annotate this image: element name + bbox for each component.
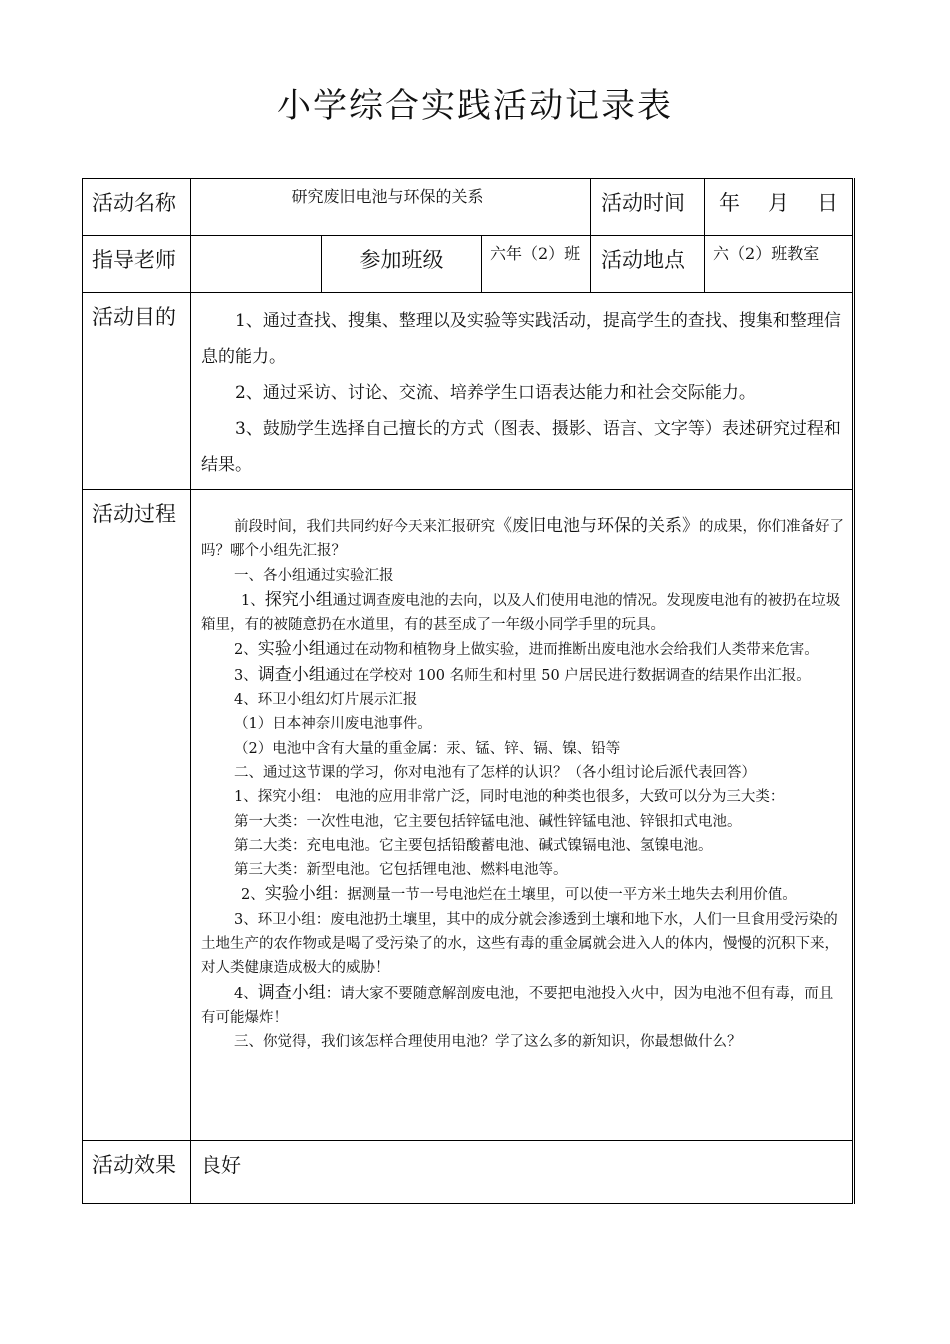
label-process: 活动过程 — [83, 490, 191, 1141]
value-activity-name: 研究废旧电池与环保的关系 — [191, 179, 591, 236]
process-category: 第二大类：充电电池。它主要包括铅酸蓄电池、碱式镍镉电池、氢镍电池。 — [234, 837, 713, 854]
date-day: 日 — [817, 191, 839, 215]
process-category: 第一大类：一次性电池，它主要包括锌锰电池、碱性锌锰电池、锌银扣式电池。 — [234, 813, 742, 830]
label-teacher: 指导老师 — [83, 236, 191, 293]
label-activity-name: 活动名称 — [83, 179, 191, 236]
process-intro: 前段时间，我们共同约好今天来汇报研究《废旧电池与环保的关系》的成果，你们准备好了吗？哪个小组先汇报？ — [201, 516, 844, 560]
process-answer: 1、探究小组： 电池的应用非常广泛，同时电池的种类也很多，大致可以分为三大类： — [234, 789, 785, 806]
purpose-content — [191, 293, 854, 490]
page-title: 小学综合实践活动记录表 — [277, 86, 673, 126]
process-sub-item: （1）日本神奈川废电池事件。 — [234, 716, 432, 733]
process-section-heading: 三、你觉得，我们该怎样合理使用电池？学了这么多的新知识，你最想做什么？ — [234, 1034, 742, 1051]
process-report: 2、实验小组通过在动物和植物身上做实验，进而推断出废电池水会给我们人类带来危害。 — [234, 639, 819, 660]
purpose-item: 2、通过采访、讨论、交流、培养学生口语表达能力和社会交际能力。 — [235, 383, 756, 403]
process-category: 第三大类：新型电池。它包括锂电池、燃料电池等。 — [234, 862, 568, 879]
date-year: 年 — [719, 191, 741, 215]
label-purpose: 活动目的 — [83, 293, 191, 490]
process-report: 1、探究小组通过调查废电池的去向，以及人们使用电池的情况。发现废电池有的被扔在垃圾箱里，有的被随意扔在水道里，有的甚至成了一年级小同学手里的玩具。 — [201, 589, 841, 634]
process-answer: 3、环卫小组：废电池扔土壤里，其中的成分就会渗透到土壤和地下水，人们一旦食用受污染的土地生产的农作物或是喝了受污染了的水，这些有毒的重金属就会进入人的体内，慢慢的沉积下来，对人类健康造成极大的威胁！ — [201, 911, 839, 977]
value-effect: 良好 — [191, 1141, 854, 1204]
process-report: 4、环卫小组幻灯片展示汇报 — [234, 692, 418, 709]
label-class: 参加班级 — [322, 236, 482, 293]
record-table — [82, 178, 855, 1204]
process-report: 3、调查小组通过在学校对 100 名师生和村里 50 户居民进行数据调查的结果作出汇报。 — [234, 664, 811, 685]
label-activity-time: 活动时间 — [591, 179, 705, 236]
process-sub-item: （2）电池中含有大量的重金属：汞、锰、锌、镉、镍、铅等 — [234, 740, 621, 757]
row-process — [83, 490, 854, 1141]
process-section-heading: 一、各小组通过实验汇报 — [234, 567, 394, 584]
process-content — [191, 490, 854, 1141]
label-effect: 活动效果 — [83, 1141, 191, 1204]
date-month: 月 — [768, 191, 790, 215]
purpose-item: 3、鼓励学生选择自己擅长的方式（图表、摄影、语言、文字等）表述研究过程和结果。 — [201, 419, 841, 475]
process-answer: 2、实验小组：据测量一节一号电池烂在土壤里，可以使一平方米土地失去利用价值。 — [241, 884, 797, 905]
value-class: 六年（2）班 — [482, 236, 591, 293]
value-teacher — [191, 236, 322, 293]
process-section-heading: 二、通过这节课的学习，你对电池有了怎样的认识？（各小组讨论后派代表回答） — [234, 764, 756, 781]
label-location: 活动地点 — [591, 236, 705, 293]
row-purpose — [83, 293, 854, 490]
purpose-item: 1、通过查找、搜集、整理以及实验等实践活动，提高学生的查找、搜集和整理信息的能力。 — [201, 311, 841, 367]
row-name-time — [83, 179, 854, 236]
row-teacher-class — [83, 236, 854, 293]
value-activity-date — [705, 179, 854, 236]
process-answer: 4、调查小组：请大家不要随意解剖废电池，不要把电池投入火中，因为电池不但有毒，而且有可能爆炸！ — [201, 982, 834, 1026]
row-effect — [83, 1141, 854, 1204]
value-location: 六（2）班教室 — [705, 236, 854, 293]
